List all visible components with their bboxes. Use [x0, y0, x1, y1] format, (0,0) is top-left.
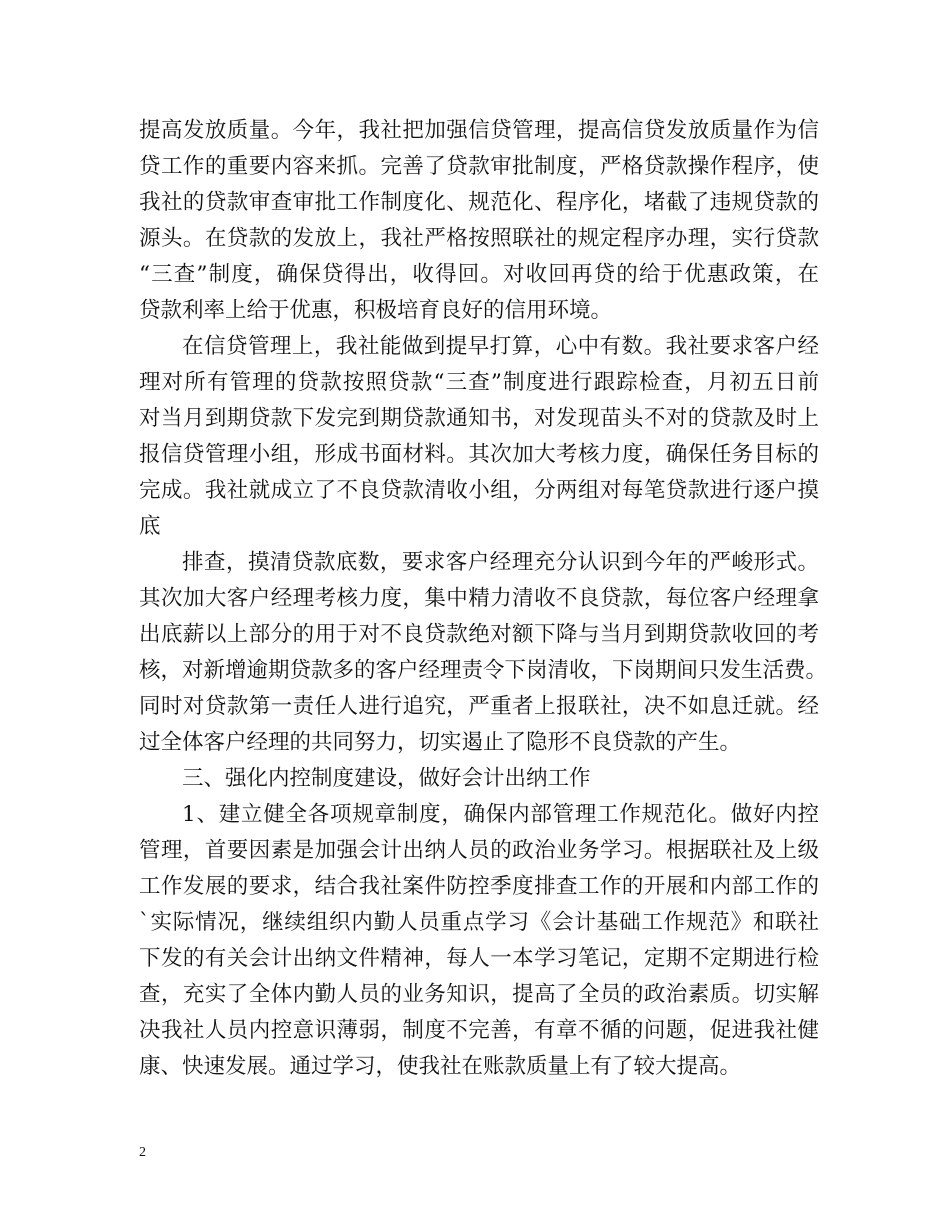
text-line: 贷款利率上给于优惠，积极培育良好的信用环境。 [139, 298, 613, 323]
page-number: 2 [139, 1145, 146, 1160]
paragraph [139, 545, 828, 761]
text-line: 查，充实了全体内勤人员的业务知识，提高了全员的政治素质。切实解 [139, 982, 819, 1007]
document-body [139, 113, 828, 1085]
text-line: 排查，摸清贷款底数，要求客户经理充分认识到今年的严峻形式。 [182, 550, 819, 575]
text-line: 提高发放质量。今年，我社把加强信贷管理，提高信贷发放质量作为信 [139, 118, 819, 143]
text-line: 对当月到期贷款下发完到期贷款通知书，对发现苗头不对的贷款及时上 [139, 406, 819, 431]
paragraph [139, 329, 819, 545]
text-line: “三查”制度，确保贷得出，收得回。对收回再贷的给于优惠政策，在 [139, 262, 819, 287]
text-line: 管理，首要因素是加强会计出纳人员的政治业务学习。根据联社及上级 [139, 838, 819, 863]
text-line: 出底薪以上部分的用于对不良贷款绝对额下降与当月到期贷款收回的考 [139, 622, 819, 647]
text-line: 过全体客户经理的共同努力，切实遏止了隐形不良贷款的产生。 [139, 730, 742, 755]
text-line: 康、快速发展。通过学习，使我社在账款质量上有了较大提高。 [139, 1054, 742, 1079]
section-heading [139, 761, 819, 797]
text-line: 底 [139, 514, 161, 539]
text-line: `实际情况，继续组织内勤人员重点学习《会计基础工作规范》和联社 [139, 910, 819, 935]
text-line: 其次加大客户经理考核力度，集中精力清收不良贷款，每位客户经理拿 [139, 586, 819, 611]
text-line: 下发的有关会计出纳文件精神，每人一本学习笔记，定期不定期进行检 [139, 946, 819, 971]
text-line: 决我社人员内控意识薄弱，制度不完善，有章不循的问题，促进我社健 [139, 1018, 819, 1043]
text-line: 三、强化内控制度建设，做好会计出纳工作 [182, 766, 591, 791]
text-line: 在信贷管理上，我社能做到提早打算，心中有数。我社要求客户经 [182, 334, 819, 359]
text-line: 我社的贷款审查审批工作制度化、规范化、程序化，堵截了违规贷款的 [139, 190, 819, 215]
paragraph [139, 797, 819, 1085]
text-line: 核，对新增逾期贷款多的客户经理责令下岗清收，下岗期间只发生活费。 [139, 658, 828, 683]
text-line: 同时对贷款第一责任人进行追究，严重者上报联社，决不如息迁就。经 [139, 694, 819, 719]
text-line: 完成。我社就成立了不良贷款清收小组，分两组对每笔贷款进行逐户摸 [139, 478, 819, 503]
text-line: 贷工作的重要内容来抓。完善了贷款审批制度，严格贷款操作程序，使 [139, 154, 819, 179]
text-line: 理对所有管理的贷款按照贷款“三查”制度进行跟踪检查，月初五日前 [139, 370, 819, 395]
text-line: 1、建立健全各项规章制度，确保内部管理工作规范化。做好内控 [182, 802, 819, 827]
paragraph [139, 113, 819, 329]
text-line: 工作发展的要求，结合我社案件防控季度排查工作的开展和内部工作的 [139, 874, 819, 899]
text-line: 报信贷管理小组，形成书面材料。其次加大考核力度，确保任务目标的 [139, 442, 819, 467]
text-line: 源头。在贷款的发放上，我社严格按照联社的规定程序办理，实行贷款 [139, 226, 819, 251]
